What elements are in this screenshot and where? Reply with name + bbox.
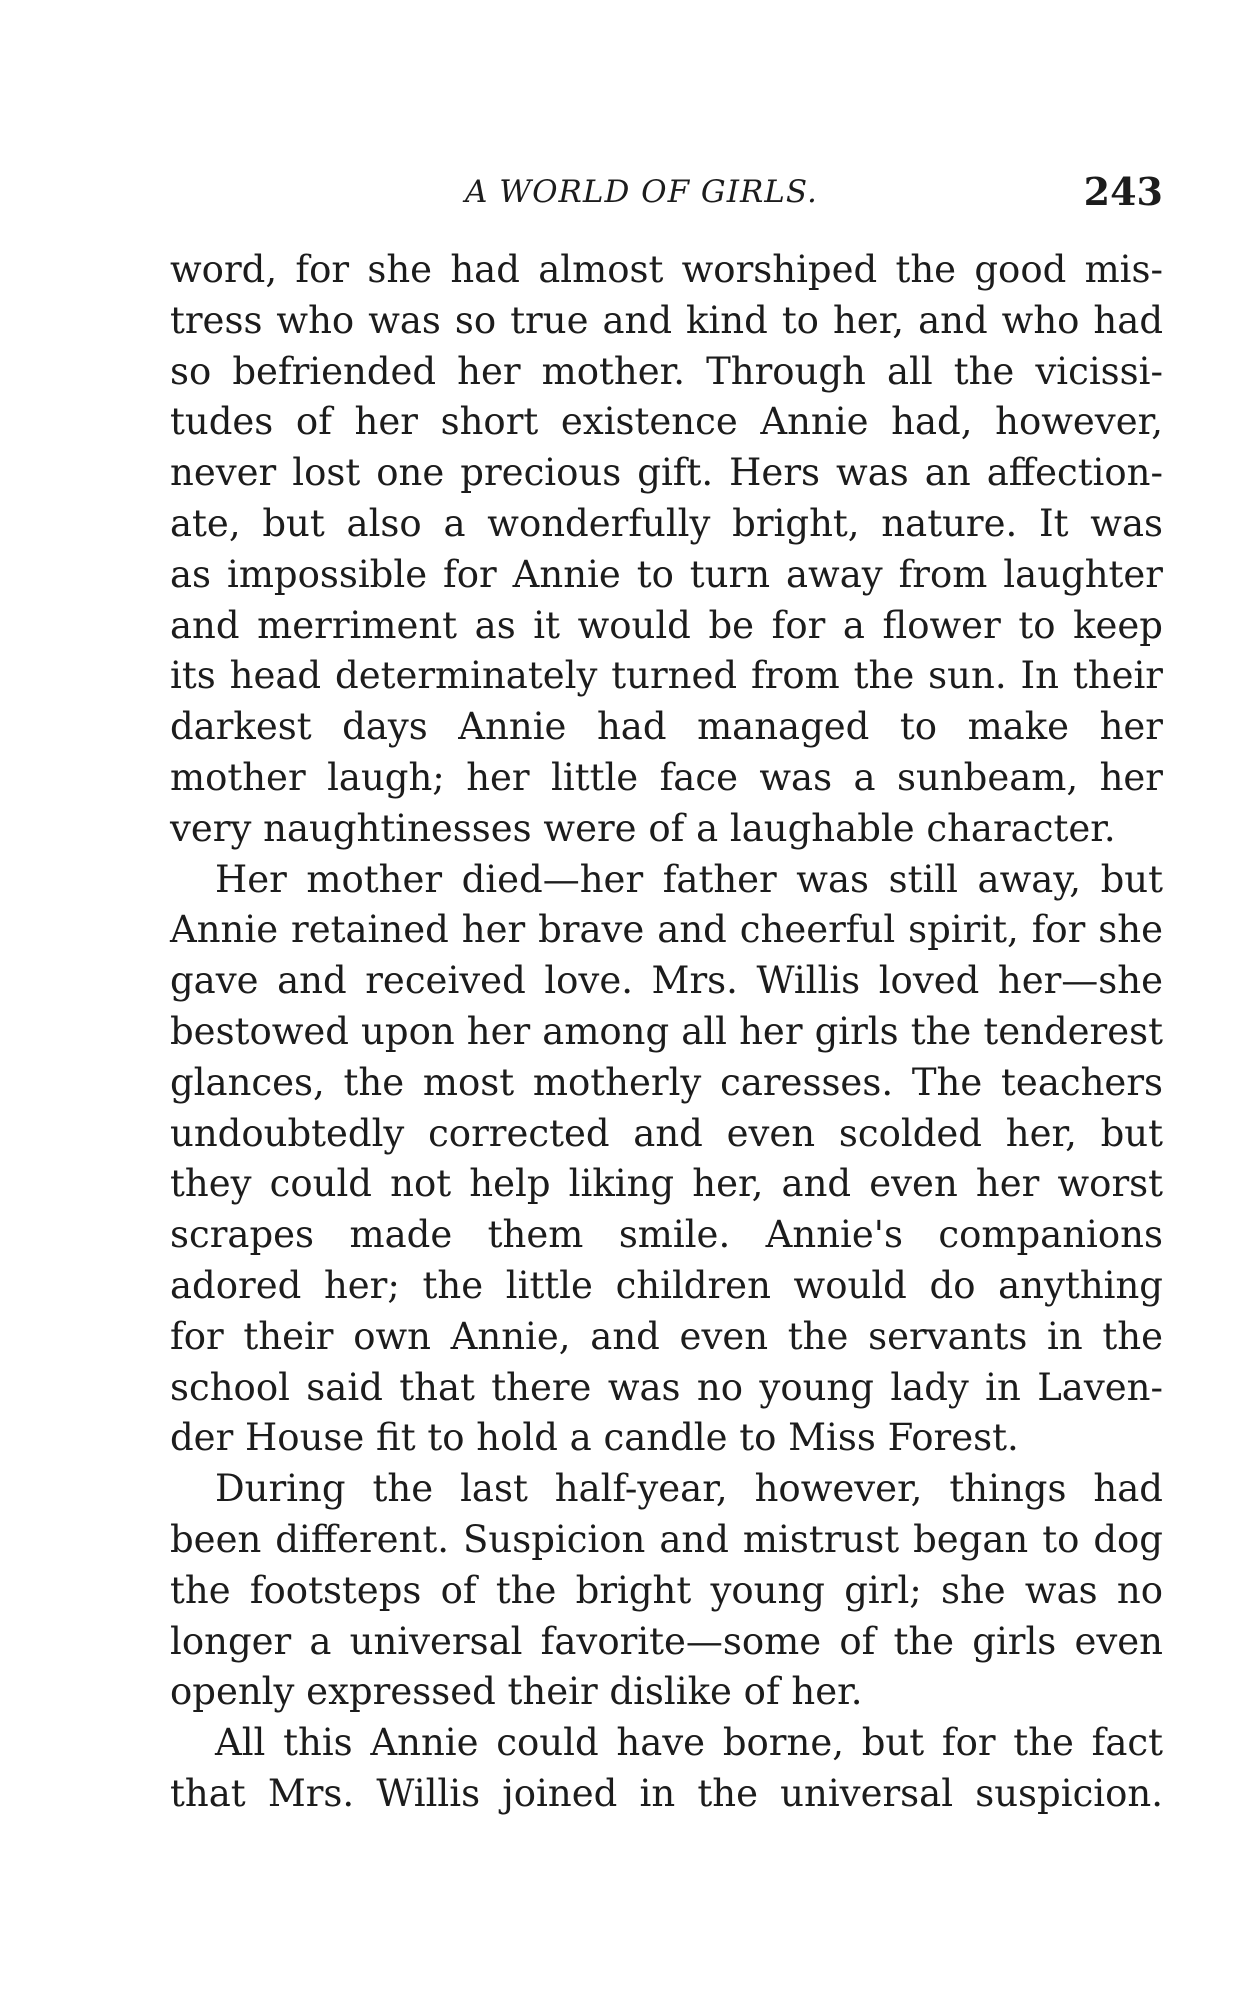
text-line: longer a universal favorite—some of the girls even	[170, 1619, 1163, 1663]
body-text	[170, 245, 1163, 1820]
text-line: school said that there was no young lady in Laven-	[170, 1365, 1163, 1409]
text-line: scrapes made them smile. Annie's companions	[170, 1213, 1163, 1257]
text-line: glances, the most motherly caresses. The teachers	[170, 1060, 1163, 1104]
text-line: they could not help liking her, and even her worst	[170, 1162, 1163, 1206]
text-line: All this Annie could have borne, but for the fact	[215, 1721, 1163, 1765]
text-line: adored her; the little children would do anything	[170, 1263, 1163, 1307]
running-head	[170, 168, 1163, 216]
text-line: and merriment as it would be for a flower to keep	[170, 603, 1163, 647]
text-line: der House fit to hold a candle to Miss Forest.	[170, 1416, 1019, 1460]
text-line: Her mother died—her father was still away, but	[215, 857, 1163, 901]
text-line: been different. Suspicion and mistrust began to dog	[170, 1517, 1163, 1561]
text-line: darkest days Annie had managed to make her	[170, 705, 1163, 749]
text-line: openly expressed their dislike of her.	[170, 1670, 863, 1714]
text-line: gave and received love. Mrs. Willis loved her—she	[170, 959, 1163, 1003]
text-line: so befriended her mother. Through all the vicissi-	[170, 349, 1163, 393]
text-line: undoubtedly corrected and even scolded her, but	[170, 1111, 1163, 1155]
page-number: 243	[1083, 169, 1163, 214]
text-line: tress who was so true and kind to her, and who had	[170, 298, 1163, 342]
text-line: that Mrs. Willis joined in the universal suspicion.	[170, 1771, 1163, 1815]
text-line: never lost one precious gift. Hers was an affection-	[170, 451, 1163, 495]
text-line: as impossible for Annie to turn away from laughter	[170, 552, 1163, 596]
text-line: bestowed upon her among all her girls the tenderest	[170, 1009, 1163, 1053]
text-line: tudes of her short existence Annie had, however,	[170, 400, 1163, 444]
running-title: A WORLD OF GIRLS.	[465, 174, 818, 210]
text-line: the footsteps of the bright young girl; she was no	[170, 1568, 1163, 1612]
text-line: Annie retained her brave and cheerful spirit, for she	[170, 908, 1163, 952]
text-line: mother laugh; her little face was a sunbeam, her	[170, 755, 1163, 799]
text-line: word, for she had almost worshiped the good mis-	[170, 248, 1163, 291]
text-line: During the last half-year, however, things had	[215, 1467, 1163, 1511]
text-line: ate, but also a wonderfully bright, nature. It was	[170, 501, 1163, 545]
text-line: for their own Annie, and even the servants in the	[170, 1314, 1163, 1358]
text-line: very naughtinesses were of a laughable character.	[170, 806, 1116, 850]
text-line: its head determinately turned from the sun. In their	[170, 654, 1163, 698]
